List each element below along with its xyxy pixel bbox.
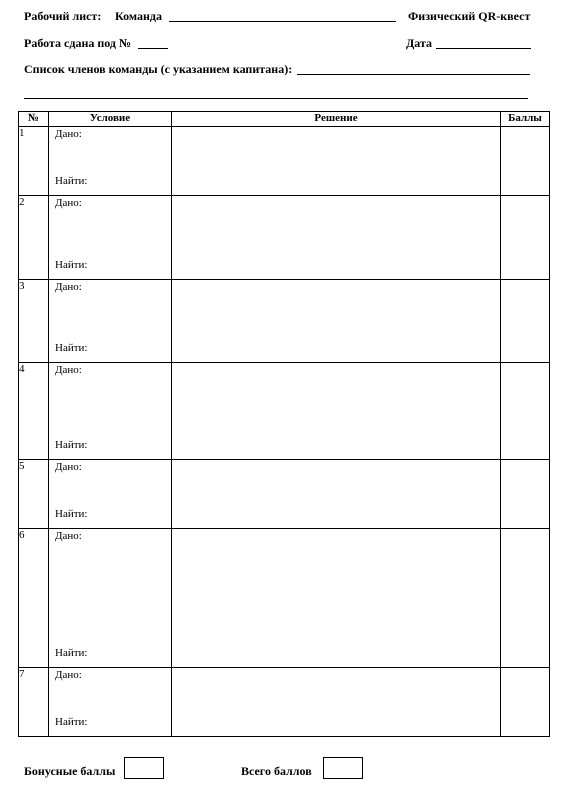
points-cell[interactable] <box>501 127 550 196</box>
table-row <box>19 529 550 668</box>
date-label: Дата <box>406 36 432 50</box>
task-number: 5 <box>19 460 49 529</box>
points-cell[interactable] <box>501 460 550 529</box>
task-number: 6 <box>19 529 49 668</box>
table-row <box>19 196 550 280</box>
table-row <box>19 668 550 737</box>
condition-cell[interactable] <box>49 280 172 363</box>
members-label: Список членов команды (с указанием капитана): <box>24 62 293 76</box>
submitted-label: Работа сдана под № <box>24 36 132 50</box>
points-cell[interactable] <box>501 668 550 737</box>
bonus-points-box[interactable] <box>124 757 164 779</box>
solution-cell[interactable] <box>172 460 501 529</box>
given-label: Дано: <box>55 364 82 376</box>
column-header-condition: Условие <box>49 112 172 127</box>
given-label: Дано: <box>55 197 82 209</box>
task-number: 7 <box>19 668 49 737</box>
task-number: 1 <box>19 127 49 196</box>
points-cell[interactable] <box>501 363 550 460</box>
table-row <box>19 127 550 196</box>
points-cell[interactable] <box>501 196 550 280</box>
given-label: Дано: <box>55 530 82 542</box>
submission-number-field[interactable] <box>138 48 168 49</box>
condition-cell[interactable] <box>49 127 172 196</box>
task-number: 2 <box>19 196 49 280</box>
solution-cell[interactable] <box>172 529 501 668</box>
given-label: Дано: <box>55 128 82 140</box>
find-label: Найти: <box>55 439 88 451</box>
points-cell[interactable] <box>501 280 550 363</box>
solution-cell[interactable] <box>172 196 501 280</box>
table-row <box>19 280 550 363</box>
members-field[interactable] <box>297 74 530 75</box>
worksheet-label: Рабочий лист: <box>24 9 102 23</box>
find-label: Найти: <box>55 175 88 187</box>
condition-cell[interactable] <box>49 529 172 668</box>
find-label: Найти: <box>55 716 88 728</box>
team-label: Команда <box>115 9 162 23</box>
find-label: Найти: <box>55 508 88 520</box>
condition-cell[interactable] <box>49 196 172 280</box>
total-points-label: Всего баллов <box>241 764 312 778</box>
total-points-box[interactable] <box>323 757 363 779</box>
solution-cell[interactable] <box>172 668 501 737</box>
members-field-continued[interactable] <box>24 98 528 99</box>
column-header-number: № <box>19 112 49 127</box>
date-field[interactable] <box>436 48 531 49</box>
solution-cell[interactable] <box>172 280 501 363</box>
given-label: Дано: <box>55 281 82 293</box>
bonus-points-label: Бонусные баллы <box>24 764 116 778</box>
task-number: 4 <box>19 363 49 460</box>
given-label: Дано: <box>55 669 82 681</box>
task-number: 3 <box>19 280 49 363</box>
team-name-field[interactable] <box>169 21 396 22</box>
solution-cell[interactable] <box>172 127 501 196</box>
table-row <box>19 363 550 460</box>
find-label: Найти: <box>55 259 88 271</box>
find-label: Найти: <box>55 342 88 354</box>
find-label: Найти: <box>55 647 88 659</box>
condition-cell[interactable] <box>49 363 172 460</box>
table-header-row <box>19 112 550 127</box>
quest-title: Физический QR-квест <box>408 9 531 23</box>
condition-cell[interactable] <box>49 460 172 529</box>
column-header-solution: Решение <box>172 112 501 127</box>
column-header-points: Баллы <box>501 112 550 127</box>
table-row <box>19 460 550 529</box>
solution-cell[interactable] <box>172 363 501 460</box>
condition-cell[interactable] <box>49 668 172 737</box>
worksheet-table <box>18 111 550 737</box>
given-label: Дано: <box>55 461 82 473</box>
points-cell[interactable] <box>501 529 550 668</box>
